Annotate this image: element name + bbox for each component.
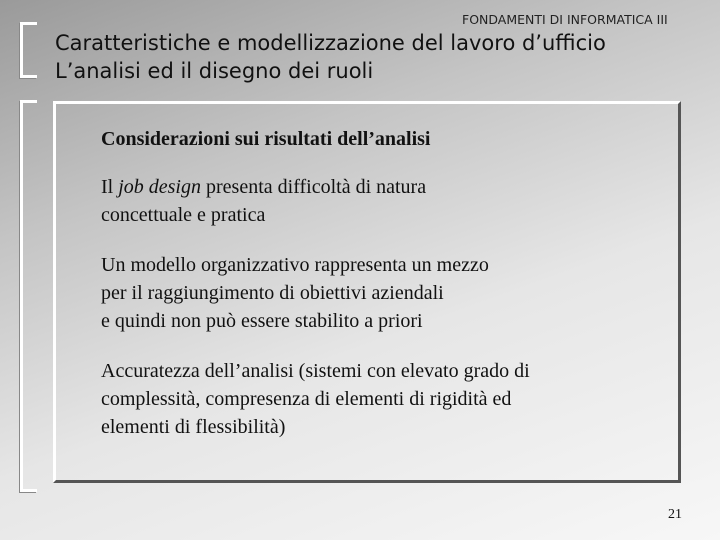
paragraph-line: Un modello organizzativo rappresenta un mezzo [101,254,489,276]
content-body [101,128,658,463]
paragraph-line: complessità, compresenza di elementi di rigidità ed [101,388,512,410]
content-panel [53,101,681,483]
text-prefix: Il [101,176,119,198]
paragraph-line: Accuratezza dell’analisi (sistemi con elevato grado di [101,360,530,382]
paragraph-line [101,173,658,201]
slide-subtitle: L’analisi ed il disegno dei ruoli [55,59,374,83]
paragraph-line: per il raggiungimento di obiettivi aziendali [101,282,444,304]
page-number: 21 [668,507,682,522]
title-bracket-decoration [20,22,37,78]
job-design-term: job design [118,176,201,198]
paragraph-line: e quindi non può essere stabilito a priori [101,310,423,332]
paragraph-job-design [101,173,658,229]
text-rest: presenta difficoltà di natura [201,176,427,198]
paragraph-line: concettuale e pratica [101,204,266,226]
paragraph-analysis-accuracy [101,357,658,441]
paragraph-organizational-model [101,251,658,335]
content-bracket-decoration [20,100,37,492]
content-heading: Considerazioni sui risultati dell’analisi [101,128,431,150]
slide-title: Caratteristiche e modellizzazione del lavoro d’ufficio [55,31,606,55]
paragraph-line: elementi di flessibilità) [101,416,286,438]
course-header: FONDAMENTI DI INFORMATICA III [462,12,668,27]
